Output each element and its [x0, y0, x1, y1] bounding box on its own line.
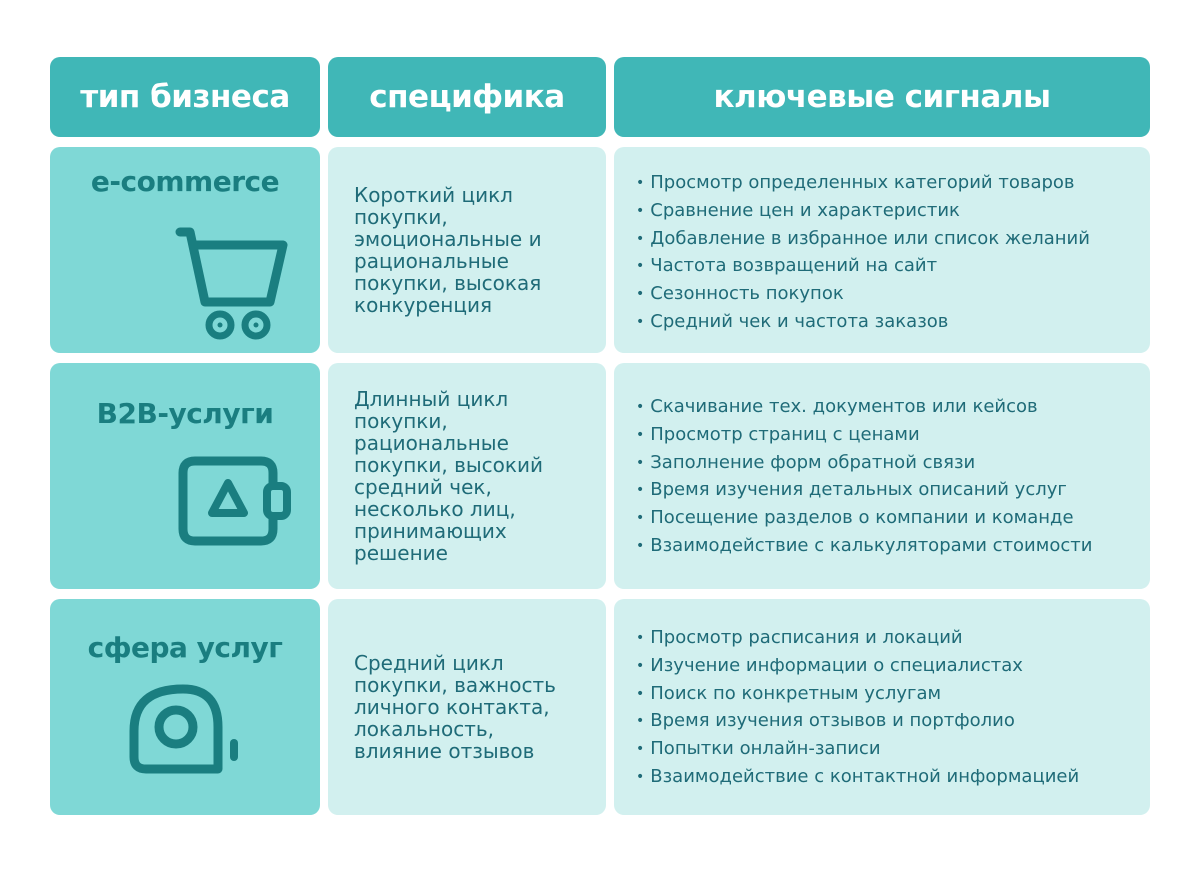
signal-item: • Сезонность покупок: [636, 280, 1090, 308]
signal-item: • Просмотр определенных категорий товаров: [636, 169, 1090, 197]
signals-list: [636, 169, 1090, 336]
signal-item: • Добавление в избранное или список желаний: [636, 225, 1090, 253]
signal-item: • Просмотр расписания и локаций: [636, 624, 1079, 652]
signal-item: • Время изучения отзывов и портфолио: [636, 707, 1079, 735]
signals-cell-ecommerce: [614, 147, 1150, 353]
spec-cell-b2b: [328, 363, 606, 589]
signal-item: • Посещение разделов о компании и команде: [636, 504, 1092, 532]
signal-item: • Время изучения детальных описаний услуг: [636, 476, 1092, 504]
spec-text: Длинный цикл покупки, рациональные покупки, высокий средний чек, несколько лиц, принимающих решение: [354, 387, 543, 565]
type-title: сфера услуг: [87, 631, 283, 664]
type-cell-services: [50, 599, 320, 815]
spec-cell-services: [328, 599, 606, 815]
signals-list: [636, 393, 1092, 560]
signal-item: • Сравнение цен и характеристик: [636, 197, 1090, 225]
header-spec: специфика: [328, 57, 606, 137]
header-signals: ключевые сигналы: [614, 57, 1150, 137]
type-cell-ecommerce: [50, 147, 320, 353]
wallet-icon: [175, 453, 295, 553]
signal-item: • Просмотр страниц с ценами: [636, 421, 1092, 449]
signals-cell-b2b: [614, 363, 1150, 589]
signal-item: • Заполнение форм обратной связи: [636, 449, 1092, 477]
signal-item: • Взаимодействие с калькуляторами стоимости: [636, 532, 1092, 560]
signal-item: • Скачивание тех. документов или кейсов: [636, 393, 1092, 421]
signal-item: • Средний чек и частота заказов: [636, 308, 1090, 336]
type-title: B2B-услуги: [96, 397, 274, 430]
signal-item: • Взаимодействие с контактной информацией: [636, 763, 1079, 791]
signal-item: • Поиск по конкретным услугам: [636, 680, 1079, 708]
signal-item: • Частота возвращений на сайт: [636, 252, 1090, 280]
spec-text: Короткий цикл покупки, эмоциональные и рациональные покупки, высокая конкуренция: [354, 183, 542, 317]
spec-cell-ecommerce: [328, 147, 606, 353]
signals-list: [636, 624, 1079, 791]
header-type: тип бизнеса: [50, 57, 320, 137]
signal-item: • Изучение информации о специалистах: [636, 652, 1079, 680]
spec-text: Средний цикл покупки, важность личного контакта, локальность, влияние отзывов: [354, 651, 556, 763]
signal-item: • Попытки онлайн-записи: [636, 735, 1079, 763]
shopping-cart-icon: [150, 217, 290, 347]
signals-cell-services: [614, 599, 1150, 815]
tape-measure-icon: [128, 681, 248, 781]
type-title: e-commerce: [90, 165, 280, 198]
type-cell-b2b: [50, 363, 320, 589]
